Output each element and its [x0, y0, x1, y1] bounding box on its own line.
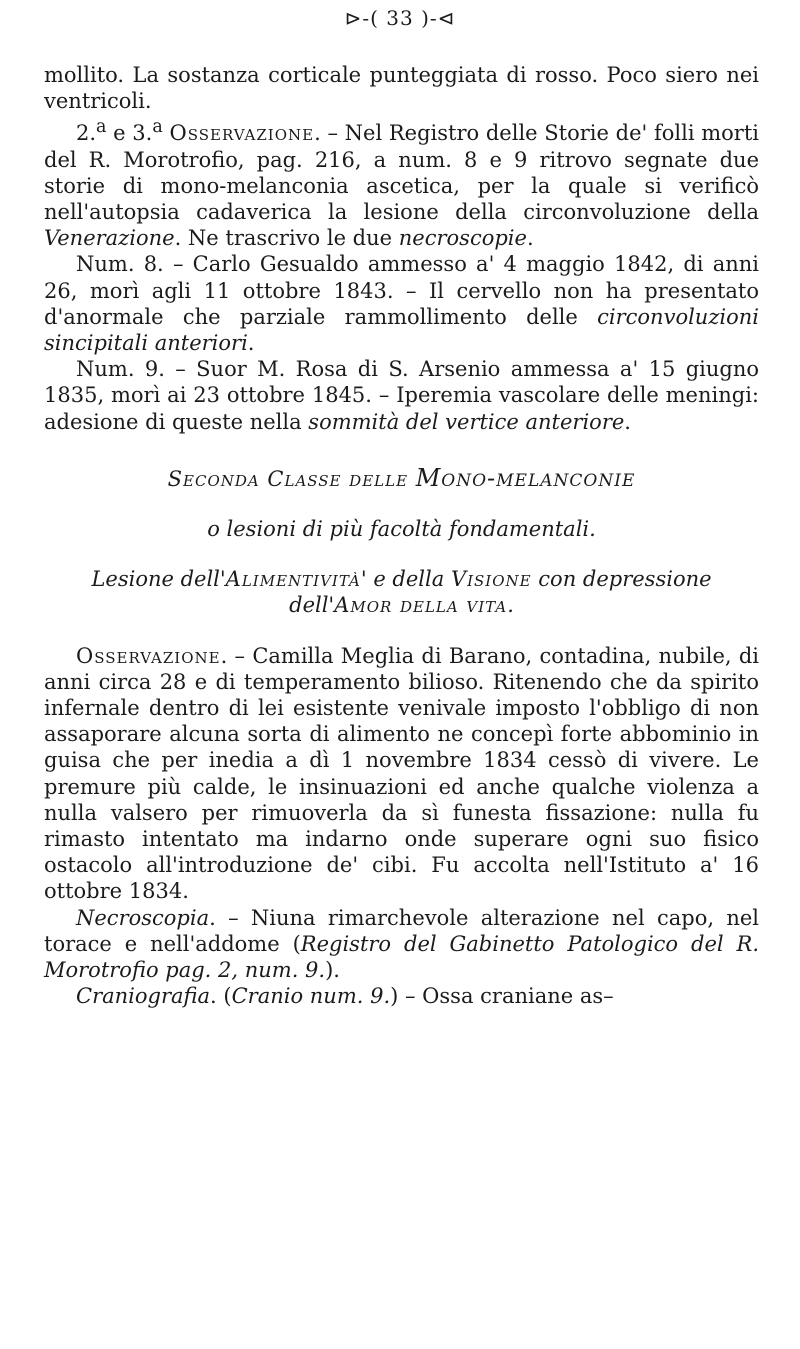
lesion-faculty: Alimentività — [225, 567, 361, 592]
lesion-faculty: Amor della vita — [334, 593, 508, 618]
spacer — [44, 619, 759, 643]
observation-label: Osservazione — [169, 121, 315, 146]
lesion-text: dell' — [289, 593, 335, 618]
lesion-text: Lesione dell' — [91, 567, 226, 592]
paragraph-num-9 — [44, 356, 759, 435]
paragraph-continuation: mollito. La sostanza corticale punteggiata di rosso. Poco siero nei ventricoli. — [44, 63, 759, 114]
paragraph-text: . — [624, 409, 631, 434]
lesion-text: . — [507, 593, 514, 618]
section-subtitle: o lesioni di più facoltà fondamentali. — [207, 517, 596, 542]
paragraph-text: Num. 9. – Suor M. Rosa di S. Arsenio ammessa a' 15 giugno 1835, morì ai 23 ottobre 1845. – Iperemia vascolare delle meningi: adesione di queste nella — [44, 357, 759, 434]
spacer — [44, 435, 759, 465]
ordinal-superscript: a — [152, 117, 163, 138]
paragraph-text: . – Niuna rimarchevole alterazione nel capo, nel torace e nell'addome ( — [44, 905, 759, 956]
paragraph-text: . ( — [210, 984, 232, 1009]
paragraph-text: . – Nel Registro delle Storie de' folli morti del R. Morotrofio, pag. 216, a num. 8 e 9 ritrovo segnate due storie di mono-melanconia ascetica, per la quale si verificò nell'autopsia cadaverica la lesione della circonvoluzione della — [44, 121, 759, 225]
section-heading — [44, 465, 759, 492]
lesion-heading — [44, 566, 759, 618]
page-header: ⊳-( 33 )-⊲ — [344, 6, 456, 30]
register-reference: Registro del Gabinetto Patologico del R. Morotrofio pag. 2, num. 9. — [44, 931, 759, 983]
paragraph-text: ) – Ossa craniane as– — [390, 984, 614, 1009]
paragraph-necroscopia — [44, 905, 759, 984]
paragraph-text: . — [247, 331, 255, 356]
section-heading-a: Seconda Classe delle — [167, 466, 416, 491]
cranio-reference: Cranio num. 9. — [231, 984, 391, 1009]
page-body — [44, 62, 759, 1010]
paragraph-text: ). — [325, 958, 340, 983]
lesion-text: ' e della — [360, 567, 451, 592]
section-heading-b: Mono-melanconie — [415, 463, 636, 492]
ordinal-superscript: a — [96, 117, 107, 138]
paragraph-num-8 — [44, 251, 759, 356]
paragraph-text: . Ne trascrivo le due — [174, 226, 399, 251]
paragraph-text: . — [526, 226, 534, 251]
spacer — [44, 542, 759, 566]
spacer — [44, 492, 759, 516]
number-3: e 3. — [106, 121, 153, 146]
italic-term: Venerazione — [44, 226, 175, 251]
paragraph-text: . – Camilla Meglia di Barano, contadina, nubile, di anni circa 28 e di temperamento bilioso. Ritenendo che da spirito infernale dentro di lei esistente venivale imposto l'obbligo di non assaporare alcuna sorta di alimento ne concepì forte abbominio in guisa che per inedia a dì 1 novembre 1834 cessò di vivere. Le premure più calde, le insinuazioni ed anche qualche violenza a nulla valsero per rimuoverla da sì funesta fissazione: nulla fu rimasto intentato ma indarno onde superare ogni suo fisico ostacolo all'introduzione de' cibi. Fu accolta nell'Istituto a' 16 ottobre 1834. — [44, 643, 759, 904]
lesion-faculty: Visione — [450, 567, 532, 592]
number-2: 2. — [76, 121, 97, 146]
italic-term: sommità del vertice anteriore — [308, 409, 625, 434]
paragraph-observation-2-3 — [44, 114, 759, 251]
italic-term: necroscopie — [398, 226, 527, 251]
paragraph-observation-camilla — [44, 643, 759, 905]
necroscopia-label: Necroscopia — [76, 905, 210, 930]
lesion-text: con depressione — [531, 567, 712, 592]
paragraph-craniografia — [44, 983, 759, 1009]
observation-label: Osservazione — [76, 643, 221, 668]
paragraph-text: Num. 8. – Carlo Gesualdo ammesso a' 4 maggio 1842, di anni 26, morì agli 11 ottobre 1843. – Il cervello non ha presentato d'anormale che parziale rammollimento delle — [44, 252, 759, 329]
craniografia-label: Craniografia — [76, 984, 211, 1009]
italic-term: circonvoluzioni sincipitali anteriori — [44, 304, 759, 356]
